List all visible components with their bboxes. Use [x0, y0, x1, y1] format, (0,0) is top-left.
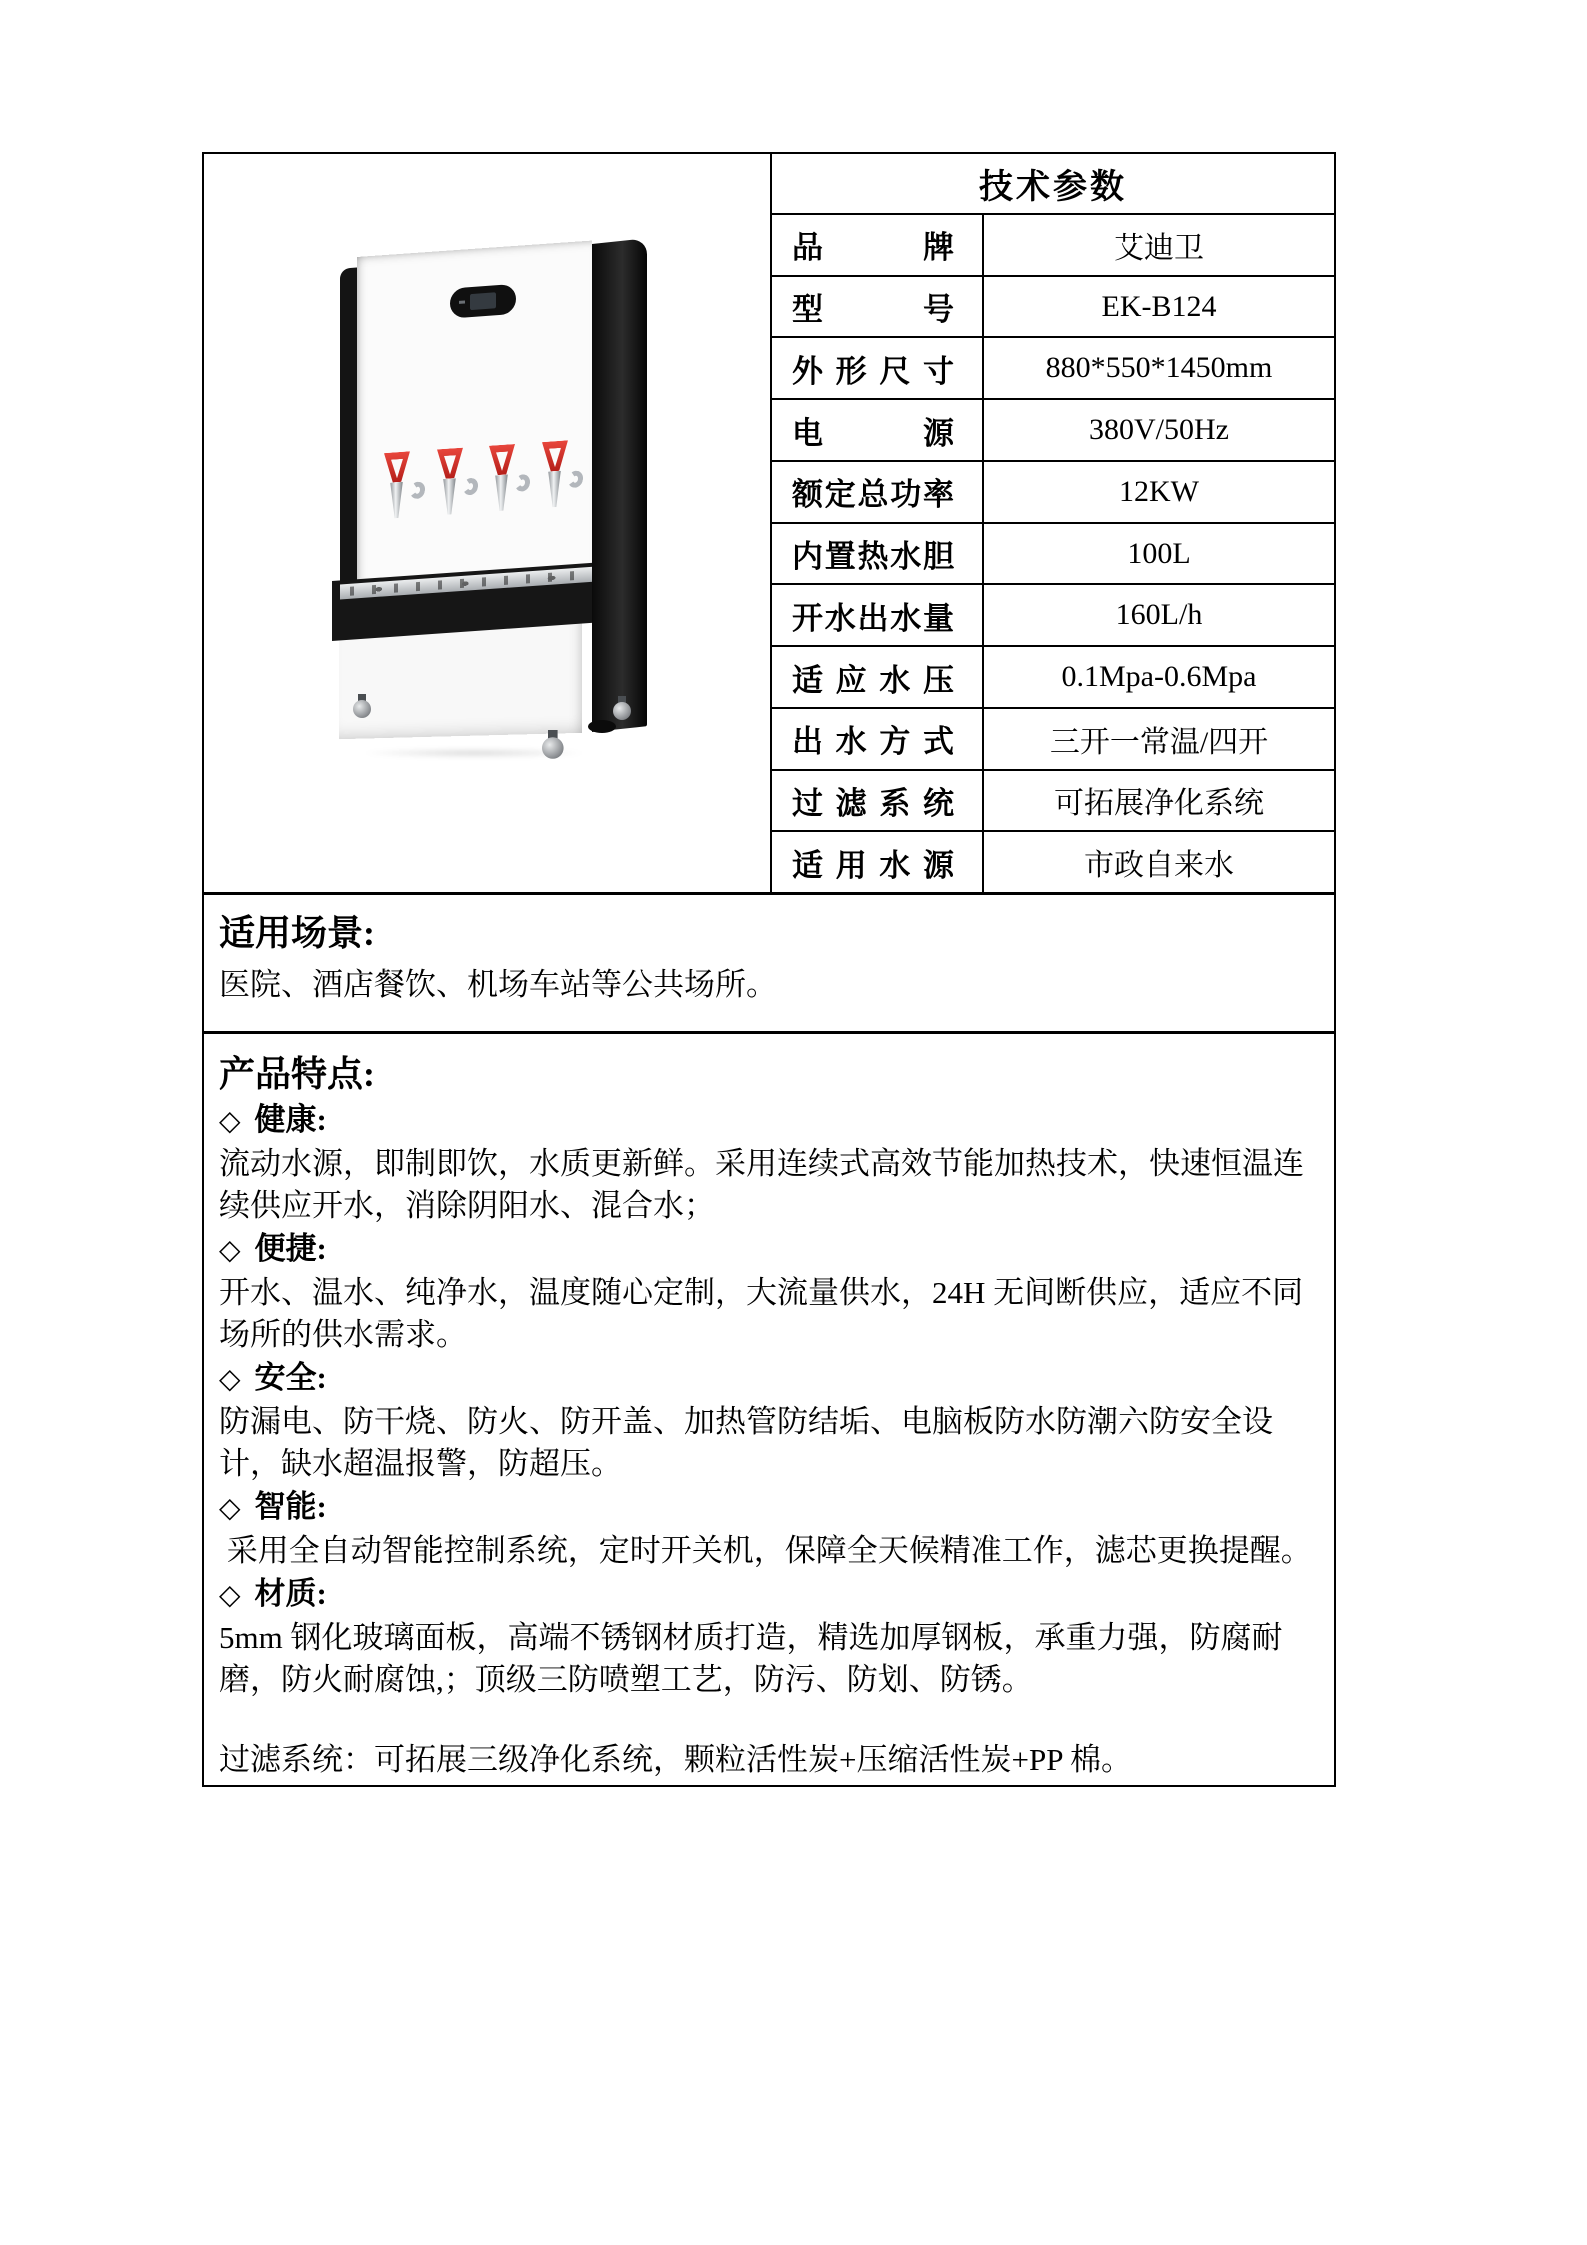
- feature-title-line: [219, 1485, 1318, 1530]
- feature-item-material: [219, 1572, 1318, 1701]
- diamond-bullet-icon: ◇: [219, 1233, 241, 1266]
- water-boiler-photo: [204, 154, 770, 892]
- tap-4: [542, 440, 568, 512]
- feature-title-line: [219, 1356, 1318, 1401]
- tap-2: [437, 448, 463, 520]
- spec-label: [772, 585, 984, 645]
- table-row: [772, 647, 1334, 709]
- panel-button: [459, 300, 465, 303]
- spec-value: EK-B124: [1101, 289, 1217, 323]
- table-row: [772, 400, 1334, 462]
- caster-wheel-circle: [542, 737, 564, 759]
- features-section: [204, 1034, 1334, 1785]
- spec-label: [772, 462, 984, 522]
- spec-value: 艾迪卫: [1114, 231, 1204, 265]
- tap-3: [489, 444, 515, 516]
- scenarios-section: [204, 895, 1334, 1034]
- scenarios-body: 医院、酒店餐饮、机场车站等公共场所。: [219, 967, 777, 1002]
- spec-label-text: 电源: [792, 415, 954, 451]
- spec-label: [772, 771, 984, 831]
- spec-label-text: 适应水压: [792, 662, 954, 698]
- spec-label: [772, 832, 984, 892]
- spec-value: 100L: [1127, 536, 1191, 570]
- device-foot: [588, 720, 616, 733]
- product-spec-document: [202, 152, 1336, 1787]
- caster-wheel-circle: [613, 702, 631, 720]
- scenarios-heading: 适用场景:: [219, 913, 375, 953]
- table-row: [772, 215, 1334, 277]
- feature-item-smart: [219, 1485, 1318, 1572]
- spec-value: 880*550*1450mm: [1045, 351, 1273, 385]
- tap-outlet: [566, 470, 584, 489]
- feature-body: 5mm 钢化玻璃面板，高端不锈钢材质打造，精选加厚钢板，承重力强，防腐耐磨，防火耐腐蚀,；顶级三防喷塑工艺，防污、防划、防锈。: [219, 1620, 1283, 1697]
- spec-label-text: 外形尺寸: [792, 353, 954, 389]
- spec-label: [772, 647, 984, 707]
- diamond-bullet-icon: ◇: [219, 1578, 241, 1611]
- spec-label: [772, 524, 984, 584]
- spec-label-text: 额定总功率: [792, 477, 954, 513]
- table-row: [772, 462, 1334, 524]
- table-row: [772, 832, 1334, 892]
- spec-value: 三开一常温/四开: [1049, 725, 1269, 759]
- spec-label-text: 开水出水量: [792, 600, 954, 636]
- tap-spout: [494, 474, 509, 511]
- spec-label-text: 内置热水胆: [792, 539, 954, 575]
- table-row: [772, 771, 1334, 833]
- tap-outlet: [408, 481, 426, 500]
- feature-body: 流动水源，即制即饮，水质更新鲜。采用连续式高效节能加热技术，快速恒温连续供应开水，消除阴阳水、混合水；: [219, 1146, 1304, 1223]
- feature-title-line: [219, 1098, 1318, 1143]
- spec-label: [772, 338, 984, 398]
- spec-label: [772, 215, 984, 275]
- spec-value: 0.1Mpa-0.6Mpa: [1061, 660, 1257, 693]
- spec-value: 12KW: [1119, 474, 1199, 508]
- table-row: [772, 709, 1334, 771]
- feature-title: 便捷:: [254, 1231, 327, 1266]
- table-row: [772, 277, 1334, 339]
- spec-label: [772, 400, 984, 460]
- feature-body: 采用全自动智能控制系统，定时开关机，保障全天候精准工作，滤芯更换提醒。: [219, 1533, 1312, 1568]
- spec-value: 160L/h: [1115, 598, 1203, 632]
- spec-table-title: 技术参数: [772, 154, 1334, 215]
- spec-label-text: 品牌: [792, 230, 954, 266]
- spec-value: 可拓展净化系统: [1054, 787, 1264, 821]
- features-heading: 产品特点:: [219, 1054, 375, 1094]
- spec-value: 市政自来水: [1084, 849, 1234, 883]
- caster-wheel-circle: [353, 700, 371, 718]
- feature-title: 材质:: [254, 1576, 327, 1611]
- device-front-panel: [357, 241, 592, 584]
- product-image-cell: [204, 154, 770, 892]
- spec-value: 380V/50Hz: [1089, 413, 1229, 447]
- feature-title-line: [219, 1227, 1318, 1272]
- panel-screen: [470, 292, 496, 310]
- feature-title: 健康:: [254, 1102, 327, 1137]
- feature-title: 安全:: [254, 1360, 327, 1395]
- feature-title: 智能:: [254, 1489, 327, 1524]
- feature-body: 防漏电、防干烧、防火、防开盖、加热管防结垢、电脑板防水防潮六防安全设计，缺水超温报警，防超压。: [219, 1404, 1273, 1481]
- diamond-bullet-icon: ◇: [219, 1104, 241, 1137]
- feature-item-convenience: [219, 1227, 1318, 1356]
- spec-label-text: 出水方式: [792, 724, 954, 760]
- feature-title-line: [219, 1572, 1318, 1617]
- floor-shadow: [324, 746, 624, 760]
- tap-outlet: [461, 477, 479, 496]
- table-row: [772, 524, 1334, 586]
- top-section: [204, 154, 1334, 895]
- spec-table: [770, 154, 1334, 892]
- spec-rows: [772, 215, 1334, 892]
- spec-label-text: 适用水源: [792, 847, 954, 883]
- feature-item-safety: [219, 1356, 1318, 1485]
- spec-label-text: 型号: [792, 292, 954, 328]
- device-right-side: [592, 238, 647, 732]
- spec-label: [772, 277, 984, 337]
- control-panel: [450, 284, 516, 319]
- tap-1: [384, 451, 410, 523]
- diamond-bullet-icon: ◇: [219, 1362, 241, 1395]
- tap-spout: [547, 471, 562, 508]
- tap-spout: [389, 482, 404, 519]
- diamond-bullet-icon: ◇: [219, 1491, 241, 1524]
- table-row: [772, 585, 1334, 647]
- feature-body: 开水、温水、纯净水，温度随心定制，大流量供水，24H 无间断供应，适应不同场所的供水需求。: [219, 1275, 1304, 1352]
- tap-spout: [442, 478, 457, 515]
- tap-outlet: [513, 473, 531, 492]
- filter-system-note: 过滤系统：可拓展三级净化系统，颗粒活性炭+压缩活性炭+PP 棉。: [219, 1742, 1133, 1777]
- spec-label-text: 过滤系统: [792, 785, 954, 821]
- spec-label: [772, 709, 984, 769]
- feature-item-health: [219, 1098, 1318, 1227]
- table-row: [772, 338, 1334, 400]
